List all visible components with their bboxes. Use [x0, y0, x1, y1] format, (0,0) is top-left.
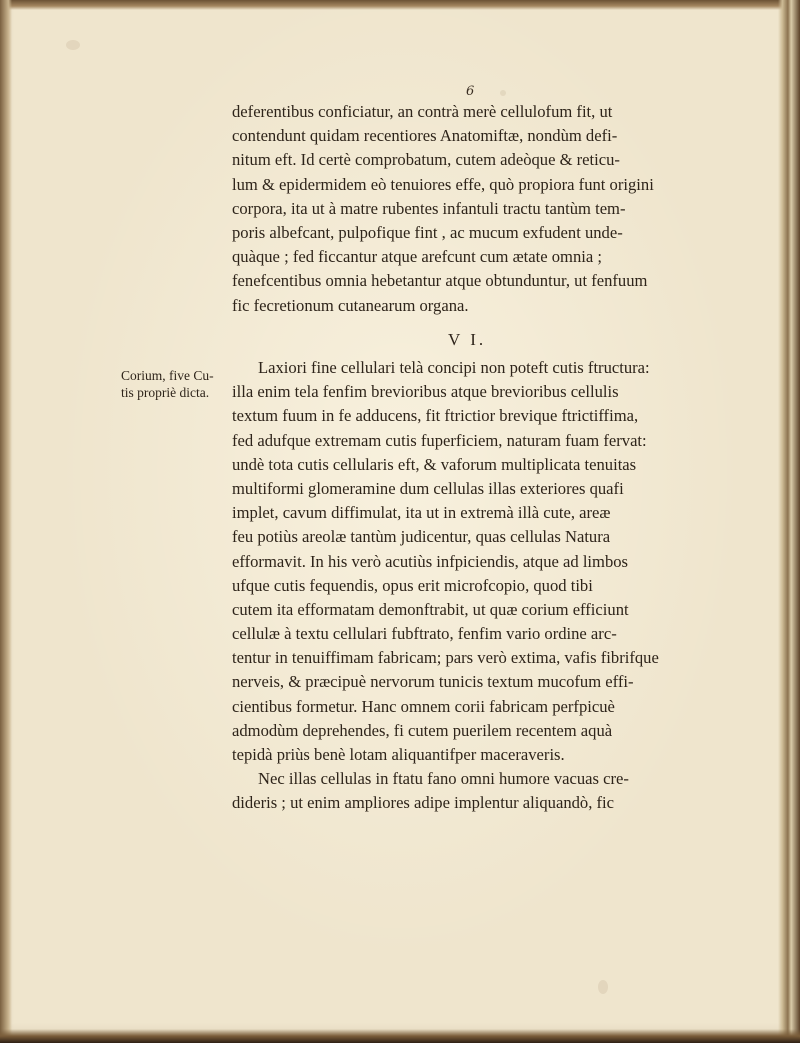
- text-line: dideris ; ut enim ampliores adipe implentur aliquandò, fic: [232, 793, 615, 813]
- text-line: textum fuum in fe adducens, fit ftrictior brevique ftrictiffima,: [232, 406, 639, 426]
- text-line: nerveis, & præcipuè nervorum tunicis textum mucofum effi-: [232, 672, 634, 692]
- text-line: feu potiùs areolæ tantùm judicentur, quas cellulas Natura: [232, 527, 611, 547]
- text-line: multiformi glomeramine dum cellulas illas exteriores quafi: [232, 478, 624, 498]
- text-line: nitum eft. Id certè comprobatum, cutem adeòque & reticu-: [232, 150, 620, 170]
- page-left-edge: [0, 0, 12, 1043]
- text-line: Nec illas cellulas in ftatu fano omni humore vacuas cre-: [258, 769, 629, 789]
- text-line: admodùm deprehendes, fi cutem puerilem recentem aquà: [232, 720, 613, 740]
- page-top-edge: [0, 0, 800, 10]
- text-line: Laxiori fine cellulari telà concipi non poteft cutis ftructura:: [258, 358, 650, 377]
- text-line: fenefcentibus omnia hebetantur atque obtunduntur, ut fenfuum: [232, 271, 648, 291]
- margin-note-line: tis propriè dicta.: [121, 385, 210, 400]
- text-line: corpora, ita ut à matre rubentes infantuli tractu tantùm tem-: [232, 198, 626, 218]
- text-line: lum & epidermidem eò tenuiores effe, quò propiora funt origini: [232, 174, 654, 194]
- paper-stain: [66, 40, 80, 50]
- paragraph-2: [232, 356, 680, 816]
- margin-note: [121, 367, 233, 401]
- text-line: illa enim tela fenfim brevioribus atque brevioribus cellulis: [232, 382, 619, 402]
- text-line: quàque ; fed ficcantur atque arefcunt cum ætate omnia ;: [232, 247, 602, 267]
- text-line: deferentibus conficiatur, an contrà merè cellulofum fit, ut: [232, 102, 613, 121]
- page-binding-edge: [778, 0, 800, 1043]
- paper-stain: [500, 90, 506, 96]
- section-heading: V I.: [448, 330, 487, 349]
- page-number: 6: [466, 84, 475, 99]
- text-line: cellulæ à textu cellulari fubftrato, fenfim vario ordine arc-: [232, 624, 617, 644]
- text-line: tepidà priùs benè lotam aliquantifper maceraveris.: [232, 745, 565, 764]
- text-line: fed adufque extremam cutis fuperficiem, naturam fuam fervat:: [232, 430, 647, 450]
- paragraph-1: [232, 100, 680, 318]
- text-line: poris albefcant, pulpofique fint , ac mucum exfudent unde-: [232, 222, 623, 242]
- text-line: undè tota cutis cellularis eft, & vaforum multiplicata tenuitas: [232, 454, 637, 474]
- text-line: ufque cutis fequendis, opus erit microfcopio, quod tibi: [232, 575, 593, 595]
- text-line: efformavit. In his verò acutiùs infpiciendis, atque ad limbos: [232, 551, 629, 571]
- text-line: contendunt quidam recentiores Anatomiftæ, nondùm defi-: [232, 126, 618, 146]
- text-line: cientibus formetur. Hanc omnem corii fabricam perfpicuè: [232, 696, 615, 716]
- paper-stain: [598, 980, 608, 994]
- text-line: tentur in tenuiffimam fabricam; pars verò extima, vafis fibrifque: [232, 648, 659, 668]
- text-line: cutem ita efformatam demonftrabit, ut quæ corium efficiunt: [232, 599, 629, 619]
- margin-note-line: Corium, five Cu-: [121, 368, 214, 383]
- text-line: implet, cavum diffimulat, ita ut in extremà illà cute, areæ: [232, 503, 611, 523]
- page-bottom-edge: [0, 1029, 800, 1043]
- text-line: fic fecretionum cutanearum organa.: [232, 295, 469, 315]
